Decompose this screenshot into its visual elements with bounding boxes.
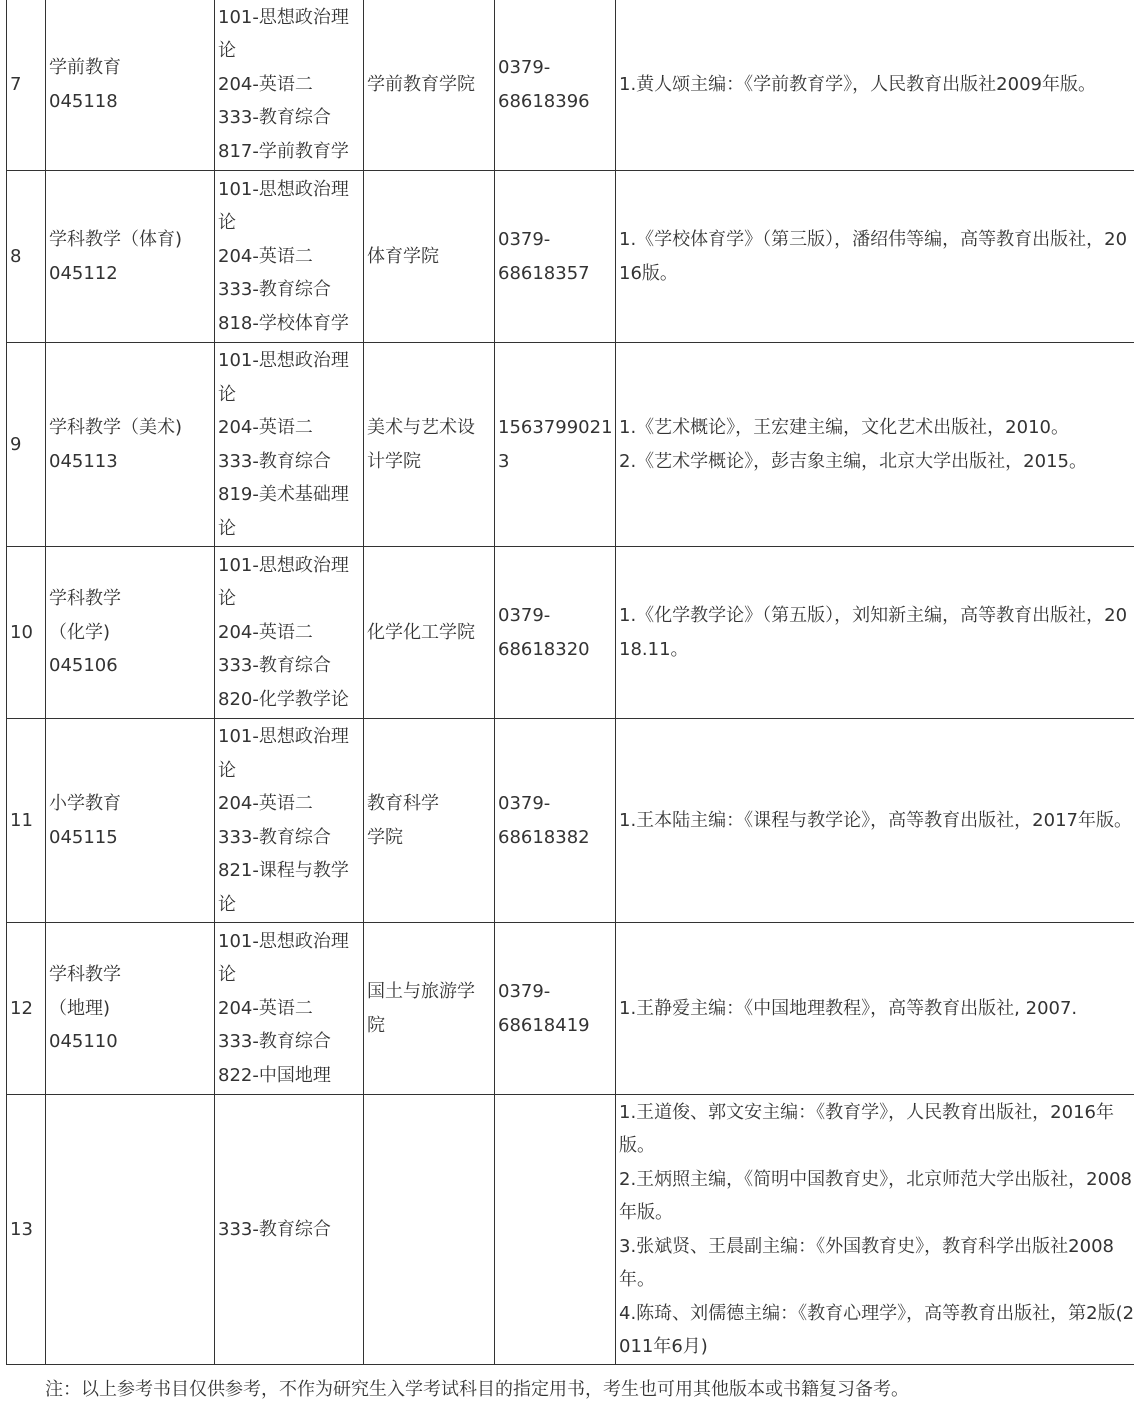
department-cell-line: 化学化工学院 [367, 616, 492, 650]
phone-cell [495, 343, 616, 547]
major-cell-line: （地理) [49, 992, 212, 1026]
major-cell-line: 学科教学 [49, 582, 212, 616]
subjects-cell-line: 333-教育综合 [218, 821, 361, 855]
department-cell-line: 体育学院 [367, 240, 492, 274]
references-cell [616, 171, 1134, 343]
phone-cell [495, 547, 616, 719]
references-cell-line: 1.王静爱主编：《中国地理教程》，高等教育出版社, 2007. [619, 992, 1134, 1026]
phone-cell [495, 719, 616, 923]
department-cell [364, 0, 495, 171]
department-cell-line: 教育科学 [367, 787, 492, 821]
phone-cell-line: 68618357 [498, 257, 613, 291]
references-cell-line: 1.黄人颂主编：《学前教育学》，人民教育出版社2009年版。 [619, 68, 1134, 102]
major-cell-line: 学科教学 [49, 958, 212, 992]
subjects-cell-line: 204-英语二 [218, 68, 361, 102]
subjects-cell [215, 171, 364, 343]
subjects-cell-line: 333-教育综合 [218, 649, 361, 683]
phone-cell-line: 0379- [498, 51, 613, 85]
subjects-cell-line: 333-教育综合 [218, 1025, 361, 1059]
subjects-cell-line: 101-思想政治理论 [218, 344, 361, 411]
row-number: 13 [7, 1095, 46, 1365]
major-cell [46, 343, 215, 547]
major-cell-line: （化学) [49, 616, 212, 650]
phone-cell-line: 0379- [498, 787, 613, 821]
subjects-cell-line: 101-思想政治理论 [218, 173, 361, 240]
row-number: 7 [7, 0, 46, 171]
references-cell-line: 3.张斌贤、王晨副主编：《外国教育史》，教育科学出版社2008年。 [619, 1230, 1134, 1297]
subjects-cell-line: 101-思想政治理论 [218, 1, 361, 68]
department-cell-line: 学院 [367, 821, 492, 855]
subjects-cell-line: 817-学前教育学 [218, 135, 361, 169]
major-cell [46, 171, 215, 343]
phone-cell-line: 15637990213 [498, 411, 613, 478]
department-cell [364, 171, 495, 343]
subjects-cell [215, 1095, 364, 1365]
major-cell [46, 923, 215, 1095]
major-cell-line: 045118 [49, 85, 212, 119]
references-cell-line: 4.陈琦、刘儒德主编：《教育心理学》，高等教育出版社，第2版(2011年6月) [619, 1297, 1134, 1364]
row-number: 10 [7, 547, 46, 719]
subjects-cell-line: 822-中国地理 [218, 1059, 361, 1093]
phone-cell [495, 171, 616, 343]
phone-cell-line: 68618419 [498, 1009, 613, 1043]
table-row [7, 0, 1134, 171]
subjects-cell-line: 204-英语二 [218, 411, 361, 445]
phone-cell-line: 68618382 [498, 821, 613, 855]
table-row [7, 343, 1134, 547]
phone-cell [495, 923, 616, 1095]
references-cell-line: 1.《化学教学论》（第五版），刘知新主编，高等教育出版社，2018.11。 [619, 599, 1134, 666]
department-cell [364, 923, 495, 1095]
references-cell-line: 1.《艺术概论》，王宏建主编，文化艺术出版社，2010。 [619, 411, 1134, 445]
subjects-cell-line: 204-英语二 [218, 240, 361, 274]
major-cell-line: 小学教育 [49, 787, 212, 821]
department-cell-line: 学前教育学院 [367, 68, 492, 102]
subjects-cell-line: 819-美术基础理论 [218, 478, 361, 545]
subjects-cell [215, 719, 364, 923]
row-number: 8 [7, 171, 46, 343]
subjects-cell [215, 0, 364, 171]
major-cell [46, 0, 215, 171]
table-row [7, 1095, 1134, 1365]
table-row [7, 547, 1134, 719]
major-cell-line: 045115 [49, 821, 212, 855]
phone-cell-line: 0379- [498, 975, 613, 1009]
subjects-cell-line: 818-学校体育学 [218, 307, 361, 341]
major-cell [46, 547, 215, 719]
table-row [7, 719, 1134, 923]
syllabus-table-body [7, 0, 1134, 1365]
references-cell-line: 1.王道俊、郭文安主编：《教育学》，人民教育出版社，2016年版。 [619, 1096, 1134, 1163]
major-cell-line: 045106 [49, 649, 212, 683]
subjects-cell-line: 101-思想政治理论 [218, 549, 361, 616]
subjects-cell-line: 204-英语二 [218, 616, 361, 650]
subjects-cell-line: 820-化学教学论 [218, 683, 361, 717]
department-cell [364, 343, 495, 547]
row-number: 11 [7, 719, 46, 923]
department-cell [364, 719, 495, 923]
subjects-cell-line: 333-教育综合 [218, 101, 361, 135]
major-cell-line: 045112 [49, 257, 212, 291]
references-cell [616, 923, 1134, 1095]
subjects-cell-line: 333-教育综合 [218, 1213, 361, 1247]
phone-cell-line: 68618320 [498, 633, 613, 667]
phone-cell [495, 0, 616, 171]
references-cell [616, 0, 1134, 171]
table-row [7, 171, 1134, 343]
row-number: 9 [7, 343, 46, 547]
subjects-cell [215, 923, 364, 1095]
references-cell [616, 1095, 1134, 1365]
major-cell-line: 045110 [49, 1025, 212, 1059]
major-cell-line: 045113 [49, 445, 212, 479]
table-row [7, 923, 1134, 1095]
subjects-cell-line: 204-英语二 [218, 992, 361, 1026]
references-cell-line: 2.《艺术学概论》，彭吉象主编，北京大学出版社，2015。 [619, 445, 1134, 479]
references-cell [616, 343, 1134, 547]
major-cell-line: 学科教学（体育) [49, 223, 212, 257]
department-cell [364, 1095, 495, 1365]
subjects-cell-line: 333-教育综合 [218, 273, 361, 307]
phone-cell [495, 1095, 616, 1365]
department-cell-line: 国土与旅游学院 [367, 975, 492, 1042]
references-cell [616, 547, 1134, 719]
subjects-cell-line: 204-英语二 [218, 787, 361, 821]
major-cell [46, 1095, 215, 1365]
subjects-cell-line: 101-思想政治理论 [218, 925, 361, 992]
phone-cell-line: 0379- [498, 599, 613, 633]
subjects-cell-line: 333-教育综合 [218, 445, 361, 479]
subjects-cell [215, 547, 364, 719]
references-cell-line: 1.王本陆主编：《课程与教学论》，高等教育出版社，2017年版。 [619, 804, 1134, 838]
references-cell-line: 2.王炳照主编，《简明中国教育史》，北京师范大学出版社，2008年版。 [619, 1163, 1134, 1230]
subjects-cell-line: 101-思想政治理论 [218, 720, 361, 787]
phone-cell-line: 68618396 [498, 85, 613, 119]
row-number: 12 [7, 923, 46, 1095]
references-cell-line: 1.《学校体育学》（第三版），潘绍伟等编，高等教育出版社，2016版。 [619, 223, 1134, 290]
subjects-cell-line: 821-课程与教学论 [218, 854, 361, 921]
department-cell-line: 美术与艺术设计学院 [367, 411, 492, 478]
references-cell [616, 719, 1134, 923]
syllabus-table [6, 0, 1134, 1365]
department-cell [364, 547, 495, 719]
major-cell-line: 学前教育 [49, 51, 212, 85]
footnote: 注：以上参考书目仅供参考，不作为研究生入学考试科目的指定用书，考生也可用其他版本或书籍复习备考。 [45, 1378, 909, 1402]
major-cell [46, 719, 215, 923]
major-cell-line: 学科教学（美术) [49, 411, 212, 445]
subjects-cell [215, 343, 364, 547]
phone-cell-line: 0379- [498, 223, 613, 257]
